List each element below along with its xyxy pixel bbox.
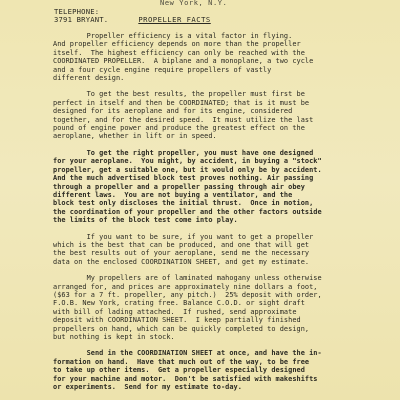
letterhead (54, 8, 211, 25)
text-line: for your aeroplane. You might, by accident, in buying a "stock" (53, 157, 322, 166)
text-line: but nothing is kept in stock. (53, 333, 175, 341)
paragraph (53, 149, 388, 225)
text-line: aeroplane, whether in lift or in speed. (53, 132, 217, 141)
document-title: PROPELLER FACTS (138, 15, 211, 25)
text-line: F.O.B. New York, crating free. Balance C.O.D. or sight draft (53, 299, 305, 308)
text-line: deposit with COORDINATION SHEET. I keep partially finished (53, 316, 301, 325)
text-line: Send in the COORDINATION SHEET at once, and have the in- (53, 349, 322, 358)
text-line: My propellers are of laminated mahogany unless otherwise (53, 274, 322, 283)
text-line: different design. (53, 74, 125, 83)
text-line: To get the right propeller, you must have one designed (53, 148, 314, 157)
telephone-label: TELEPHONE: (54, 7, 100, 16)
text-line: formation on hand. Have that much out of the way, to be free (53, 357, 310, 366)
text-line: or experiments. Send for my estimate to-day. (53, 383, 242, 392)
telephone-number: 3791 BRYANT. (54, 15, 109, 25)
paragraph (53, 90, 388, 140)
text-line: pound of engine power and produce the greatest effect on the (53, 124, 305, 133)
text-line: To get the best results, the propeller must first be (53, 90, 305, 99)
text-line: If you want to be sure, if you want to get a propeller (53, 232, 314, 241)
paragraph (53, 32, 388, 82)
text-line: the coordination of your propeller and the other factors outside (53, 207, 322, 216)
text-line: to take up other items. Get a propeller especially designed (53, 366, 305, 375)
text-line: And the much advertised block test proves nothing. Air passing (53, 174, 314, 183)
text-line: the best results out of your aeroplane, send me the necessary (53, 249, 310, 258)
text-line: propellers on hand, which can be quickly completed to design, (53, 324, 310, 333)
letterhead-row (54, 16, 211, 24)
text-line: propeller, get a suitable one, but it would only be by accident. (53, 165, 322, 174)
text-line: together, and for the desired speed. It must utilize the last (53, 115, 314, 124)
text-line: block test only discloses the initial thrust. Once in motion, (53, 199, 314, 208)
text-line: for your machine and motor. Don't be satisfied with makeshifts (53, 374, 318, 383)
text-line: arranged for, and prices are approximately nine dollars a foot, (53, 282, 318, 291)
text-line: Propeller efficiency is a vital factor in flying. (53, 32, 293, 40)
text-line: and a four cycle engine require propellers of vastly (53, 65, 272, 74)
text-line: perfect in itself and then be COORDINATED; that is it must be (53, 98, 310, 107)
text-line: itself. The highest efficiency can only be reached with the (53, 48, 305, 57)
text-line: different laws. You are not buying a ventilator, and the (53, 190, 293, 199)
text-line: the limits of the block test come into play. (53, 216, 238, 225)
text-line: designed for its aeroplane and for its engine, considered (53, 107, 293, 116)
paragraph (53, 349, 388, 391)
paragraph (53, 233, 388, 267)
text-line: which is the best that can be produced, and one that will get (53, 240, 310, 249)
text-line: data on the enclosed COORDINATION SHEET, and get my estimate. (53, 257, 310, 266)
text-line: ($63 for a 7 ft. propeller, any pitch.) 25% deposit with order, (53, 290, 322, 299)
text-line: And propeller efficiency depends on more than the propeller (53, 40, 301, 49)
text-line: through a propeller and a propeller passing through air obey (53, 182, 305, 191)
address-line: New York, N.Y. (160, 0, 228, 7)
paragraph (53, 274, 388, 341)
text-line: with bill of lading attached. If rushed, send approximate (53, 307, 297, 316)
text-line: COORDINATED PROPELLER. A biplane and a monoplane, a two cycle (53, 57, 314, 66)
document-body (53, 32, 388, 399)
